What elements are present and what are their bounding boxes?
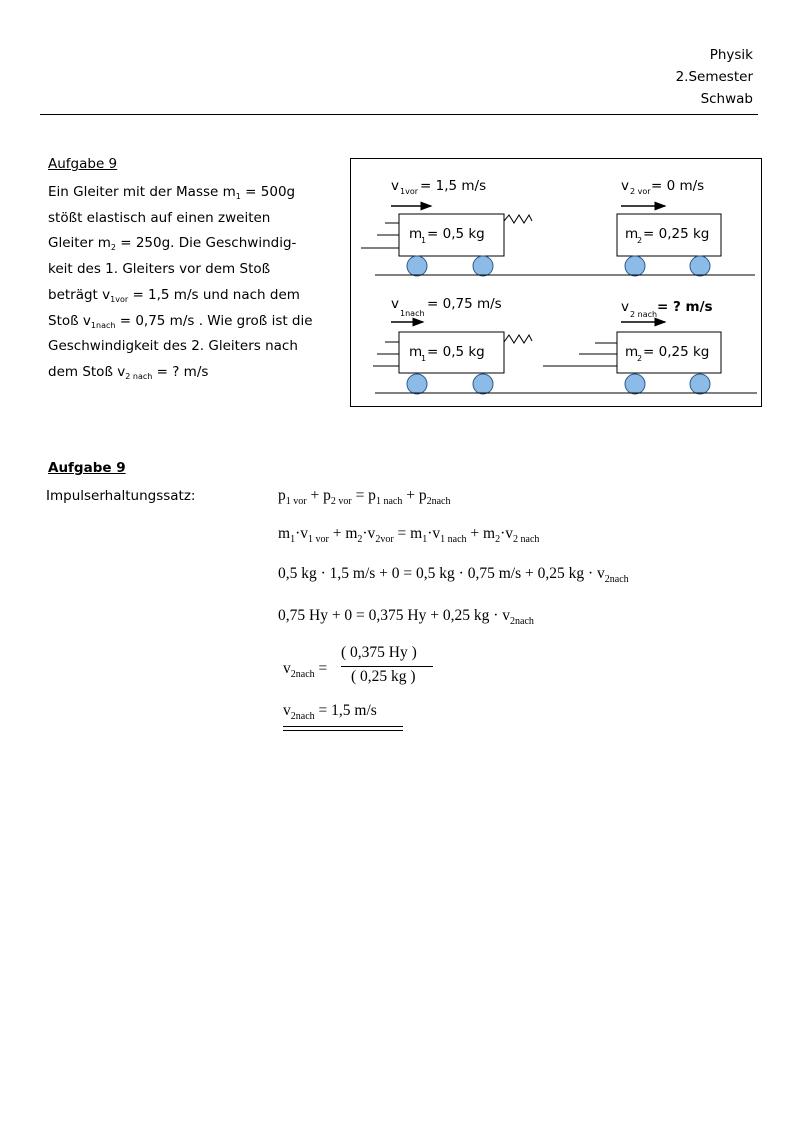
task-line: beträgt $v_{1vor} = 1,5$ m/s und nach dem [48,286,300,304]
solution-title: Aufgabe 9 [48,460,126,476]
svg-text:v: v [621,178,629,194]
svg-text:1: 1 [421,354,427,363]
header-author: Schwab [700,91,753,107]
result-equation: $v_{2nach} = 1,5$ m/s [283,702,377,722]
task-line: Geschwindigkeit des 2. Gleiters nach [48,338,298,355]
top-left-label [391,178,486,196]
svg-text:v: v [391,178,399,194]
svg-text:= ? m/s: = ? m/s [657,299,713,315]
svg-text:1vor: 1vor [400,187,419,196]
svg-text:1: 1 [421,236,427,245]
svg-text:= 1,5 m/s: = 1,5 m/s [420,178,487,194]
svg-text:2 vor: 2 vor [630,187,651,196]
spring-icon [504,215,532,223]
result-underline [283,730,403,731]
equation-4: 0,75 Hy + 0 = 0,375 Hy + 0,25 kg · $v_{2nach}$ [278,607,534,627]
svg-text:= 0,5 kg: = 0,5 kg [427,344,485,360]
svg-text:v: v [621,299,629,315]
task-line: Ein Gleiter mit der Masse $m_1 = 500g$ [48,184,296,201]
fraction-numerator: ( 0,375 Hy ) [341,644,417,661]
task-line: keit des 1. Gleiters vor dem Stoß [48,261,271,278]
collision-figure [350,158,762,407]
svg-text:2: 2 [637,236,643,245]
task-line: Gleiter $m_2 = 250g$. Die Geschwindig- [48,235,297,253]
wheel-icon [473,374,493,394]
wheel-icon [407,374,427,394]
wheel-icon [625,374,645,394]
equation-3: 0,5 kg · 1,5 m/s + 0 = 0,5 kg · 0,75 m/s + 0,25 kg · $v_{2nach}$ [278,565,629,585]
fraction-denominator: ( 0,25 kg ) [351,668,416,685]
svg-text:m: m [409,344,423,360]
result-underline [283,726,403,727]
bottom-left-trail [373,342,399,366]
fraction-lhs: $v_{2nach}$ = [283,660,328,680]
svg-text:m: m [625,344,639,360]
header-semester: 2.Semester [675,69,753,85]
header-divider [40,114,758,115]
svg-text:1nach: 1nach [400,309,425,318]
svg-text:2 nach: 2 nach [630,310,658,319]
bottom-right-label [621,299,713,319]
svg-text:m: m [625,226,639,242]
task-line: stößt elastisch auf einen zweiten [48,209,271,226]
page-header [676,44,753,110]
impulse-label: Impulserhaltungssatz: [46,488,196,504]
top-right-label [621,178,704,196]
fraction-bar [341,666,433,667]
svg-text:= 0 m/s: = 0 m/s [651,178,705,194]
svg-text:m: m [409,226,423,242]
wheel-icon [690,374,710,394]
svg-text:= 0,25 kg: = 0,25 kg [643,226,710,242]
wheel-icon [690,256,710,276]
wheel-icon [625,256,645,276]
task-line: Stoß $v_{1nach} = 0,75$ m/s . Wie groß ist die [48,312,313,330]
wheel-icon [407,256,427,276]
svg-text:2: 2 [637,354,643,363]
equation-2: $m_1\cdot v_{1 vor} + m_2\cdot v_{2vor} = m_1\cdot v_{1 nach} + m_2\cdot v_{2 nach}$ [278,525,540,545]
top-left-trail [361,223,399,248]
svg-text:= 0,25 kg: = 0,25 kg [643,344,710,360]
svg-text:= 0,75 m/s: = 0,75 m/s [427,296,502,312]
svg-text:= 0,5 kg: = 0,5 kg [427,226,485,242]
bottom-left-label [391,296,502,318]
equation-1: $p_{1 vor} + p_{2 vor} = p_{1 nach} + p_{2nach}$ [278,487,451,507]
svg-text:v: v [391,296,399,312]
task-text [48,180,348,386]
collision-diagram [351,159,763,408]
header-subject: Physik [709,47,753,63]
spring-icon [504,335,532,343]
wheel-icon [473,256,493,276]
task-line: dem Stoß $v_{2 nach}$ = ? m/s [48,363,209,381]
task-title: Aufgabe 9 [48,156,118,172]
bottom-right-trail [543,343,617,366]
